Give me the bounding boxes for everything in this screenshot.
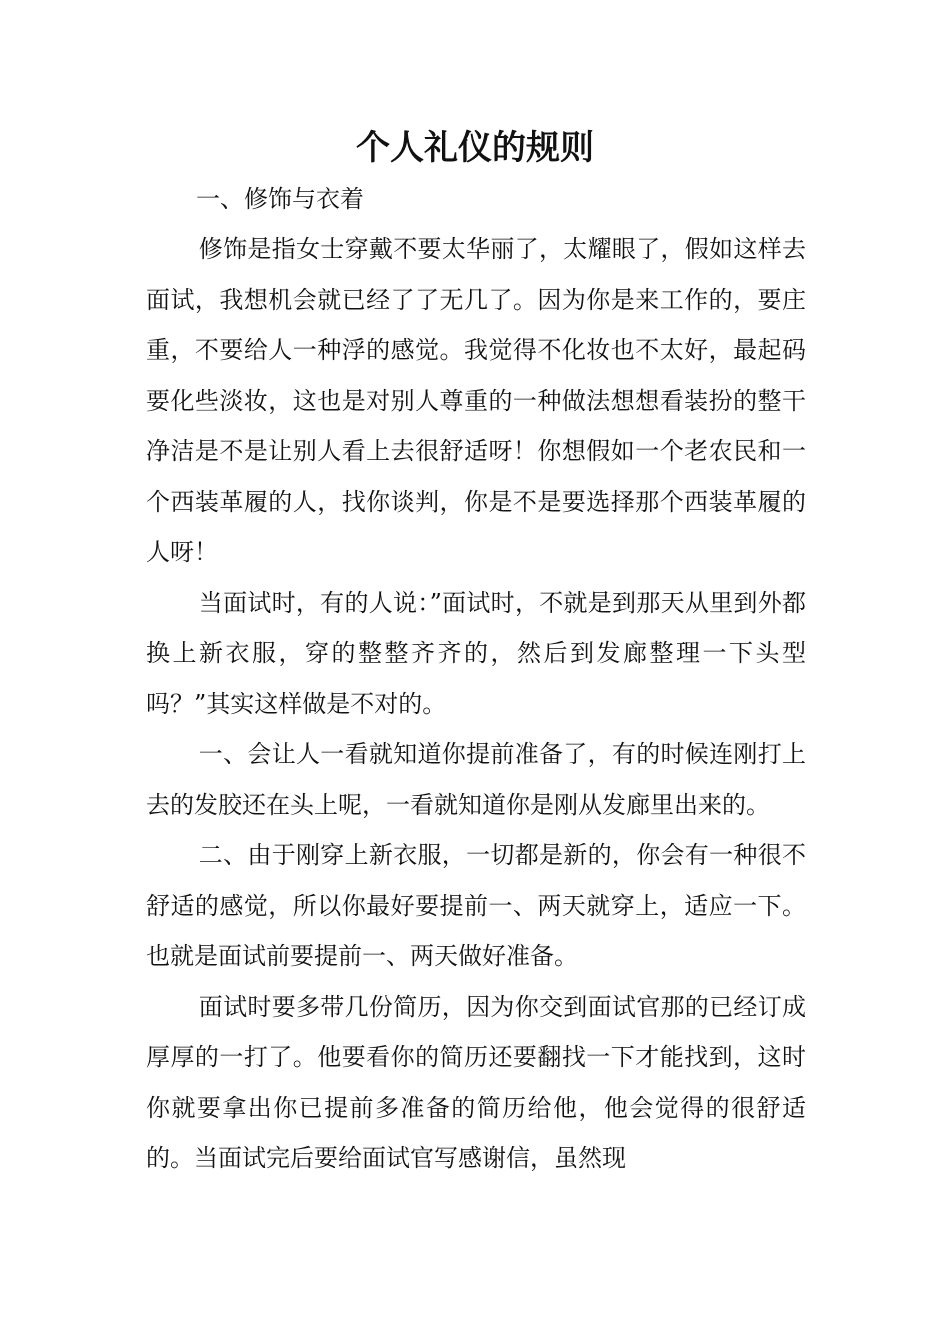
paragraph: 面试时要多带几份简历，因为你交到面试官那的已经订成厚厚的一打了。他要看你的简历还要翻找一下才能找到，这时你就要拿出你已提前多准备的简历给他，他会觉得的很舒适的。当面试完后要给面试官写感谢信，虽然现 [146, 992, 806, 1172]
document-title: 个人礼仪的规则 [356, 128, 594, 168]
section-heading: 一、修饰与衣着 [196, 185, 364, 213]
paragraph: 修饰是指女士穿戴不要太华丽了，太耀眼了，假如这样去面试，我想机会就已经了了无几了。因为你是来工作的，要庄重，不要给人一种浮的感觉。我觉得不化妆也不太好，最起码要化些淡妆，这也是对别人尊重的一种做法想想看装扮的整干净洁是不是让别人看上去很舒适呀！你想假如一个老农民和一个西装革履的人，找你谈判，你是不是要选择那个西装革履的人呀！ [146, 235, 806, 566]
document-body [146, 224, 806, 1184]
paragraph: 当面试时，有的人说：”面试时，不就是到那天从里到外都换上新衣服，穿的整整齐齐的，然后到发廊整理一下头型吗？”其实这样做是不对的。 [146, 588, 806, 718]
paragraph: 二、由于刚穿上新衣服，一切都是新的，你会有一种很不舒适的感觉，所以你最好要提前一、两天就穿上，适应一下。也就是面试前要提前一、两天做好准备。 [146, 841, 806, 970]
paragraph: 一、会让人一看就知道你提前准备了，有的时候连刚打上去的发胶还在头上呢，一看就知道你是刚从发廊里出来的。 [146, 740, 806, 819]
